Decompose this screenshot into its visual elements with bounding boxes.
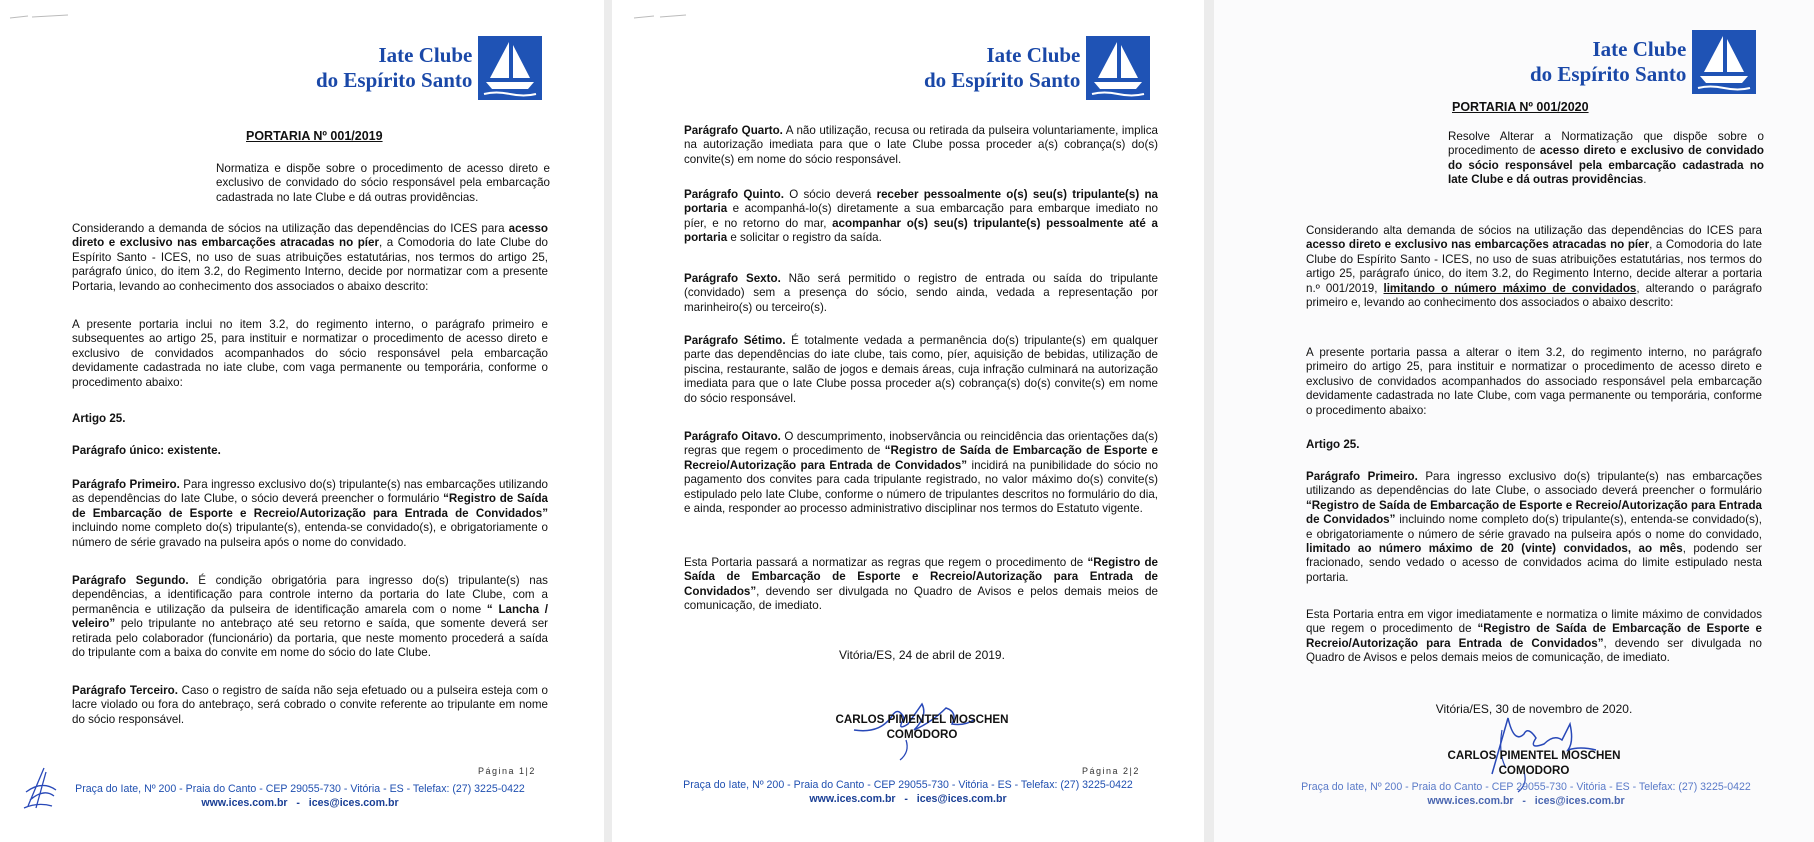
paragrafo-segundo: Parágrafo Segundo. É condição obrigatória para ingresso do(s) tripulante(s) nas dependências, a identificação para controle interno da portaria do Iate Clube, com a permanência e utilização da pulseira de identificação amarela com o nome “ Lancha / veleiro” pelo tripulante no antebraço até seu retorno e saída, que somente deverá ser retirada pelo colaborador (funcionário) da portaria, que neste momento procederá a saída do tripulante com a baixa do convite em nome do sócio do Iate Clube.	[72, 574, 548, 660]
document-page-2	[612, 0, 1204, 842]
presente-paragraph: A presente portaria passa a alterar o item 3.2, do regimento interno, no parágrafo primeiro do artigo 25, para instituir e normatizar o procedimento de acesso direto e exclusivo de convidados acompanhados do associado responsável pela embarcação devidamente cadastrada no Iate Clube, com vaga permanente ou temporária, conforme o procedimento abaixo:	[1306, 346, 1762, 417]
signatory	[1384, 748, 1684, 778]
website-link[interactable]: www.ices.com.br	[1427, 795, 1514, 807]
page-footer: Praça do Iate, Nº 200 - Praia do Canto - CEP 29055-730 - Vitória - ES - Telefax: (27) 3225-0422 www.ices.com.br - ices@ices.com.br	[1301, 781, 1751, 807]
presente-paragraph: A presente portaria inclui no item 3.2, do regimento interno, o parágrafo primeiro e subsequentes ao artigo 25, para instituir e normatizar o procedimento de acesso direto e exclusivo de convidados acompanhados do sócio responsável pela embarcação devidamente cadastrada no iate clube, com vaga permanente ou temporária, conforme o procedimento abaixo:	[72, 318, 548, 389]
website-link[interactable]: www.ices.com.br	[201, 797, 288, 809]
artigo-heading: Artigo 25.	[1306, 438, 1360, 451]
signatory-name: CARLOS PIMENTEL MOSCHEN	[1447, 749, 1621, 762]
portaria-title: PORTARIA Nº 001/2020	[1452, 100, 1589, 114]
email-link[interactable]: ices@ices.com.br	[1534, 795, 1625, 807]
portaria-intro: Normatiza e dispõe sobre o procedimento de acesso direto e exclusivo de convidado do sócio responsável pela embarcação cadastrada no Iate Clube e dá outras providências.	[216, 162, 550, 204]
considerando-paragraph: Considerando a demanda de sócios na utilização das dependências do ICES para acesso direto e exclusivo nas embarcações atracadas no píer, a Comodoria do Iate Clube do Espírito Santo - ICES, no uso de suas atribuições estatutárias, nos termos do artigo 25, parágrafo único, do item 3.2, do Regimento Interno, decide por normatizar com a presente Portaria, levando ao conhecimento dos associados o abaixo descrito:	[72, 222, 548, 293]
club-name: Iate Clube do Espírito Santo	[1530, 37, 1687, 86]
document-page-3	[1214, 0, 1814, 842]
club-logo	[924, 36, 1150, 100]
signatory-name: CARLOS PIMENTEL MOSCHEN	[835, 713, 1009, 726]
sailboat-icon	[1692, 30, 1756, 94]
document-page-1	[0, 0, 604, 842]
paragrafo-setimo: Parágrafo Sétimo. É totalmente vedada a permanência do(s) tripulante(s) em qualquer parte das dependências do iate clube, tais como, píer, aquisição de bebidas, utilização de piscina, restaurante, salão de jogos e demais áreas, cuja infração culminará na autorização imediata para que o Iate Clube possa proceder a(s) cobrança(s) do(s) convite(s) em nome do sócio responsável.	[684, 334, 1158, 405]
page-footer: Praça do Iate, Nº 200 - Praia do Canto - CEP 29055-730 - Vitória - ES - Telefax: (27) 3225-0422 www.ices.com.br - ices@ices.com.br	[683, 779, 1133, 805]
email-link[interactable]: ices@ices.com.br	[916, 793, 1007, 805]
scan-mark	[632, 12, 692, 22]
email-link[interactable]: ices@ices.com.br	[308, 797, 399, 809]
portaria-intro: Resolve Alterar a Normatização que dispõe sobre o procedimento de acesso direto e exclusivo de convidado do sócio responsável pela embarcação cadastrada no Iate Clube e dá outras providências.	[1448, 130, 1764, 187]
artigo-heading: Artigo 25.	[72, 412, 126, 425]
considerando-paragraph: Considerando alta demanda de sócios na utilização das dependências do ICES para acesso direto e exclusivo nas embarcações atracadas no píer, a Comodoria do Iate Clube do Espírito Santo - ICES, no uso de suas atribuições estatutárias, nos termos do artigo 25, parágrafo único, do item 3.2, do Regimento Interno, decide alterar a portaria n.º 001/2019, limitando o número máximo de convidados, alterando o parágrafo primeiro e, levando ao conhecimento dos associados o abaixo descrito:	[1306, 224, 1762, 310]
signatory	[772, 712, 1072, 742]
scan-mark	[8, 12, 78, 22]
paragrafo-quarto: Parágrafo Quarto. A não utilização, recusa ou retirada da pulseira voluntariamente, implica na autorização imediata para que o Iate Clube possa proceder a(s) cobrança(s) do(s) convite(s) em nome do sócio responsável.	[684, 124, 1158, 166]
date-line: Vitória/ES, 24 de abril de 2019.	[839, 648, 1005, 662]
sailboat-icon	[478, 36, 542, 100]
final-paragraph: Esta Portaria entra em vigor imediatamente e normatiza o limite máximo de convidados que regem o procedimento de “Registro de Saída de Embarcação de Esporte e Recreio/Autorização para Entrada de Convidados”, devendo ser divulgada no Quadro de Avisos e pelos demais meios de comunicação, de imediato.	[1306, 608, 1762, 665]
paragrafo-sexto: Parágrafo Sexto. Não será permitido o registro de entrada ou saída do tripulante (convidado) sem a presença do sócio, sendo ainda, vedada a representação por marinheiro(s) ou terceiro(s).	[684, 272, 1159, 314]
page-number: Página 2|2	[1082, 766, 1140, 776]
paragrafo-unico: Parágrafo único: existente.	[72, 444, 221, 457]
date-line: Vitória/ES, 30 de novembro de 2020.	[1435, 702, 1633, 716]
website-link[interactable]: www.ices.com.br	[809, 793, 896, 805]
club-logo	[1530, 30, 1756, 94]
page-number: Página 1|2	[478, 766, 536, 776]
signatory-role: COMODORO	[886, 728, 958, 741]
paragrafo-oitavo: Parágrafo Oitavo. O descumprimento, inobservância ou reincidência das orientações da(s) regras que regem o procedimento de “Registro de Saída de Embarcação de Esporte e Recreio/Autorização para Entrada de Convidados” incidirá na punibilidade do sócio no pagamento dos convites para cada tripulante registrado, no valor máximo do(s) convite(s) estipulado pelo Iate Clube, conforme o número de tripulantes descritos no formulário do dia, e ainda, responder ao processo administrativo disciplinar nos termos do Estatuto vigente.	[684, 430, 1158, 516]
paragrafo-primeiro: Parágrafo Primeiro. Para ingresso exclusivo do(s) tripulante(s) nas embarcações utilizando as dependências do Iate Clube, o sócio deverá preencher o formulário “Registro de Saída de Embarcação de Esporte e Recreio/Autorização para Entrada de Convidados” incluindo nome completo do(s) tripulante(s), entenda-se convidado(s), e obrigatoriamente o número de série gravado na pulseira após o nome do convidado.	[72, 478, 548, 549]
final-paragraph: Esta Portaria passará a normatizar as regras que regem o procedimento de “Registro de Saída de Embarcação de Esporte e Recreio/Autorização para Entrada de Convidados”, devendo ser divulgada no Quadro de Avisos e pelos demais meios de comunicação, de imediato.	[684, 556, 1158, 613]
sailboat-icon	[1086, 36, 1150, 100]
paragrafo-primeiro: Parágrafo Primeiro. Para ingresso exclusivo do(s) tripulante(s) nas embarcações utilizando as dependências do Iate Clube, o associado deverá preencher o formulário “Registro de Saída de Embarcação de Esporte e Recreio/Autorização para Entrada de Convidados” incluindo nome completo do(s) tripulante(s), entenda-se convidado(s), e obrigatoriamente o número de série gravado na pulseira após o nome do convidado, limitado ao número máximo de 20 (vinte) convidados, ao mês, podendo ser fracionado, sendo vedado o acesso de convidados acima do limite estipulado nesta portaria.	[1306, 470, 1762, 584]
portaria-title: PORTARIA Nº 001/2019	[246, 129, 383, 143]
club-name: Iate Clube do Espírito Santo	[316, 43, 473, 92]
signatory-role: COMODORO	[1498, 764, 1570, 777]
paragrafo-terceiro: Parágrafo Terceiro. Caso o registro de saída não seja efetuado ou a pulseira esteja com o lacre violado ou fora do antebraço, será cobrado o convite referente ao tripulante em nome do sócio responsável.	[72, 684, 548, 726]
club-logo	[316, 36, 542, 100]
club-name: Iate Clube do Espírito Santo	[924, 43, 1081, 92]
page-footer: Praça do Iate, Nº 200 - Praia do Canto - CEP 29055-730 - Vitória - ES - Telefax: (27) 3225-0422 www.ices.com.br - ices@ices.com.br	[75, 783, 525, 809]
paragrafo-quinto: Parágrafo Quinto. O sócio deverá receber pessoalmente o(s) seu(s) tripulante(s) na portaria e acompanhá-lo(s) diretamente a sua embarcação para embarque imediato no píer, e no retorno do mar, acompanhar o(s) seu(s) tripulante(s) pessoalmente até a portaria e solicitar o registro da saída.	[684, 188, 1159, 245]
initials-signature	[22, 762, 60, 812]
